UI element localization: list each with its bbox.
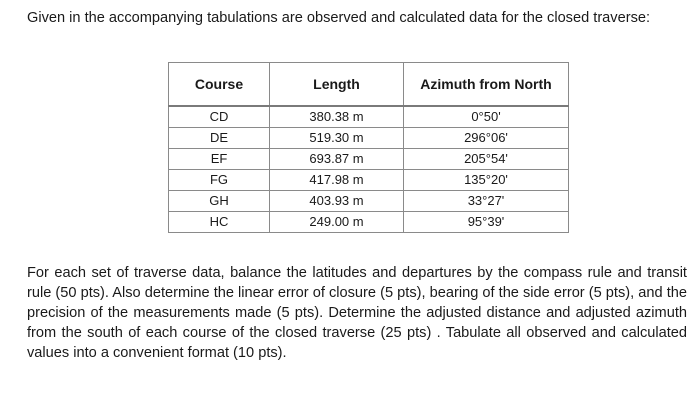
table-header-row xyxy=(169,63,569,107)
cell-length: 249.00 m xyxy=(270,212,404,233)
table-row xyxy=(169,170,569,191)
table-row xyxy=(169,149,569,170)
intro-paragraph: Given in the accompanying tabulations are observed and calculated data for the closed traverse: xyxy=(27,10,651,26)
cell-length: 403.93 m xyxy=(270,191,404,212)
header-azimuth: Azimuth from North xyxy=(404,63,569,107)
instructions-paragraph: For each set of traverse data, balance the latitudes and departures by the compass rule and transit rule (50 pts). Also determine the linear error of closure (5 pts), bearing of the side error (5 pts), and the precision of the measurements made (5 pts). Determine the adjusted distance and adjusted azimuth from the south of each course of the closed traverse (25 pts) . Tabulate all observed and calculated values into a convenient format (10 pts). xyxy=(27,265,687,361)
cell-course: HC xyxy=(169,212,270,233)
cell-course: DE xyxy=(169,128,270,149)
cell-azimuth: 205°54' xyxy=(404,149,569,170)
table-row xyxy=(169,106,569,128)
cell-azimuth: 33°27' xyxy=(404,191,569,212)
cell-azimuth: 135°20' xyxy=(404,170,569,191)
cell-course: GH xyxy=(169,191,270,212)
header-course: Course xyxy=(169,63,270,107)
cell-azimuth: 296°06' xyxy=(404,128,569,149)
cell-length: 519.30 m xyxy=(270,128,404,149)
table-row xyxy=(169,128,569,149)
header-length: Length xyxy=(270,63,404,107)
traverse-data-table xyxy=(168,62,569,233)
cell-length: 417.98 m xyxy=(270,170,404,191)
cell-course: EF xyxy=(169,149,270,170)
table-row xyxy=(169,212,569,233)
table-row xyxy=(169,191,569,212)
cell-azimuth: 95°39' xyxy=(404,212,569,233)
cell-length: 693.87 m xyxy=(270,149,404,170)
cell-length: 380.38 m xyxy=(270,106,404,128)
cell-azimuth: 0°50' xyxy=(404,106,569,128)
cell-course: FG xyxy=(169,170,270,191)
cell-course: CD xyxy=(169,106,270,128)
